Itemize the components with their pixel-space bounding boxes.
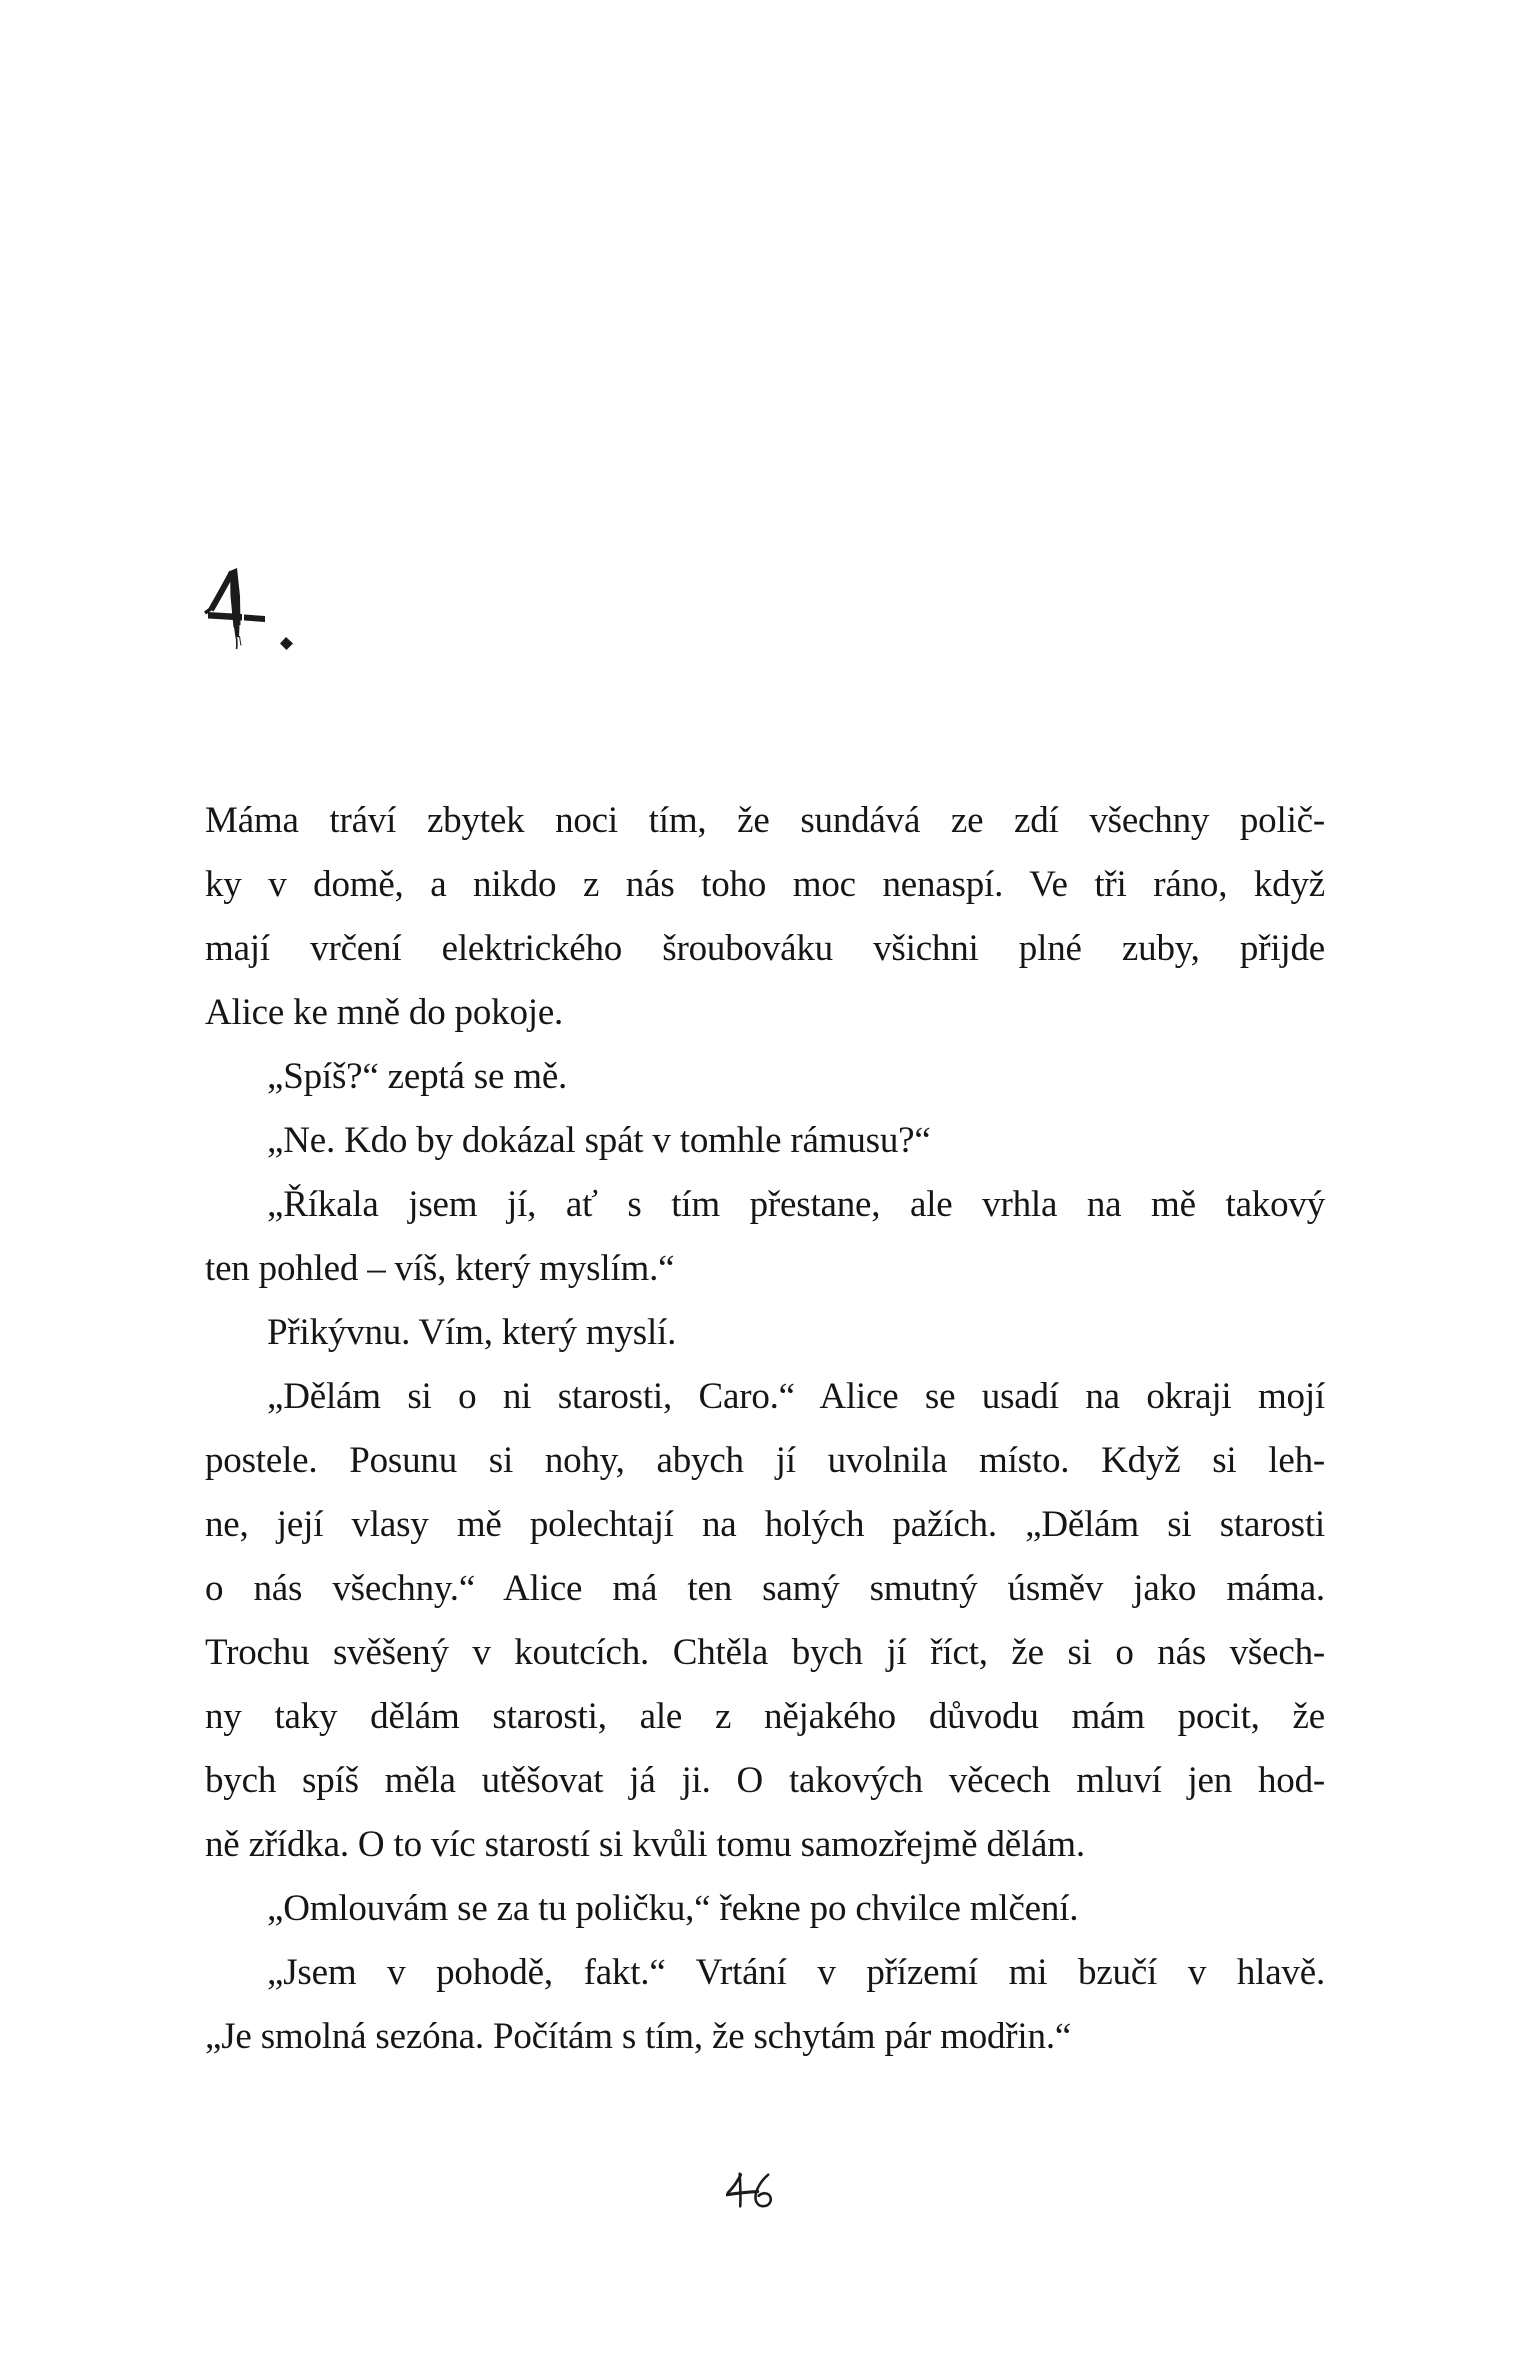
paragraph <box>205 1173 1325 1301</box>
text-line: ně zřídka. O to víc starostí si kvůli tomu samozřejmě dělám. <box>205 1824 1085 1865</box>
text-line: ten pohled – víš, který myslím.“ <box>205 1248 675 1289</box>
text-block <box>205 789 1325 2069</box>
text-line: „Ne. Kdo by dokázal spát v tomhle rámusu?“ <box>267 1120 931 1161</box>
text-line: „Omlouvám se za tu poličku,“ řekne po chvilce mlčení. <box>267 1888 1079 1929</box>
chapter-heading <box>200 563 300 653</box>
text-line: Máma tráví zbytek noci tím, že sundává ze zdí všechny polič- <box>205 800 1325 841</box>
text-line: „Dělám si o ni starosti, Caro.“ Alice se usadí na okraji mojí <box>267 1376 1325 1417</box>
paragraph <box>205 1301 1325 1365</box>
paragraph <box>205 1877 1325 1941</box>
chapter-number <box>200 653 201 654</box>
text-line: „Spíš?“ zeptá se mě. <box>267 1056 568 1097</box>
text-line: ky v domě, a nikdo z nás toho moc nenaspí. Ve tři ráno, když <box>205 864 1325 905</box>
paragraph <box>205 789 1325 1045</box>
paragraph <box>205 1045 1325 1109</box>
text-line: Alice ke mně do pokoje. <box>205 992 564 1033</box>
text-line: postele. Posunu si nohy, abych jí uvolnila místo. Když si leh- <box>205 1440 1325 1481</box>
chapter-number-glyph <box>200 563 300 653</box>
text-line: Přikývnu. Vím, který myslí. <box>267 1312 677 1353</box>
text-line: ny taky dělám starosti, ale z nějakého důvodu mám pocit, že <box>205 1696 1325 1737</box>
text-line: bych spíš měla utěšovat já ji. O takových věcech mluví jen hod- <box>205 1760 1325 1801</box>
page-number-text <box>726 2208 727 2209</box>
paragraph <box>205 1941 1325 2069</box>
text-line: Trochu svěšený v koutcích. Chtěla bych jí říct, že si o nás všech- <box>205 1632 1325 1673</box>
paragraph <box>205 1109 1325 1173</box>
paragraph <box>205 1365 1325 1877</box>
text-line: „Říkala jsem jí, ať s tím přestane, ale vrhla na mě takový <box>267 1184 1325 1225</box>
text-line: „Jsem v pohodě, fakt.“ Vrtání v přízemí mi bzučí v hlavě. <box>267 1952 1325 1993</box>
page-number <box>726 2172 784 2208</box>
text-line: o nás všechny.“ Alice má ten samý smutný úsměv jako máma. <box>205 1568 1325 1609</box>
text-line: mají vrčení elektrického šroubováku všichni plné zuby, přijde <box>205 928 1325 969</box>
text-line: ne, její vlasy mě polechtají na holých pažích. „Dělám si starosti <box>205 1504 1325 1545</box>
page-number-glyph <box>726 2172 784 2208</box>
text-line: „Je smolná sezóna. Počítám s tím, že schytám pár modřin.“ <box>205 2016 1072 2057</box>
